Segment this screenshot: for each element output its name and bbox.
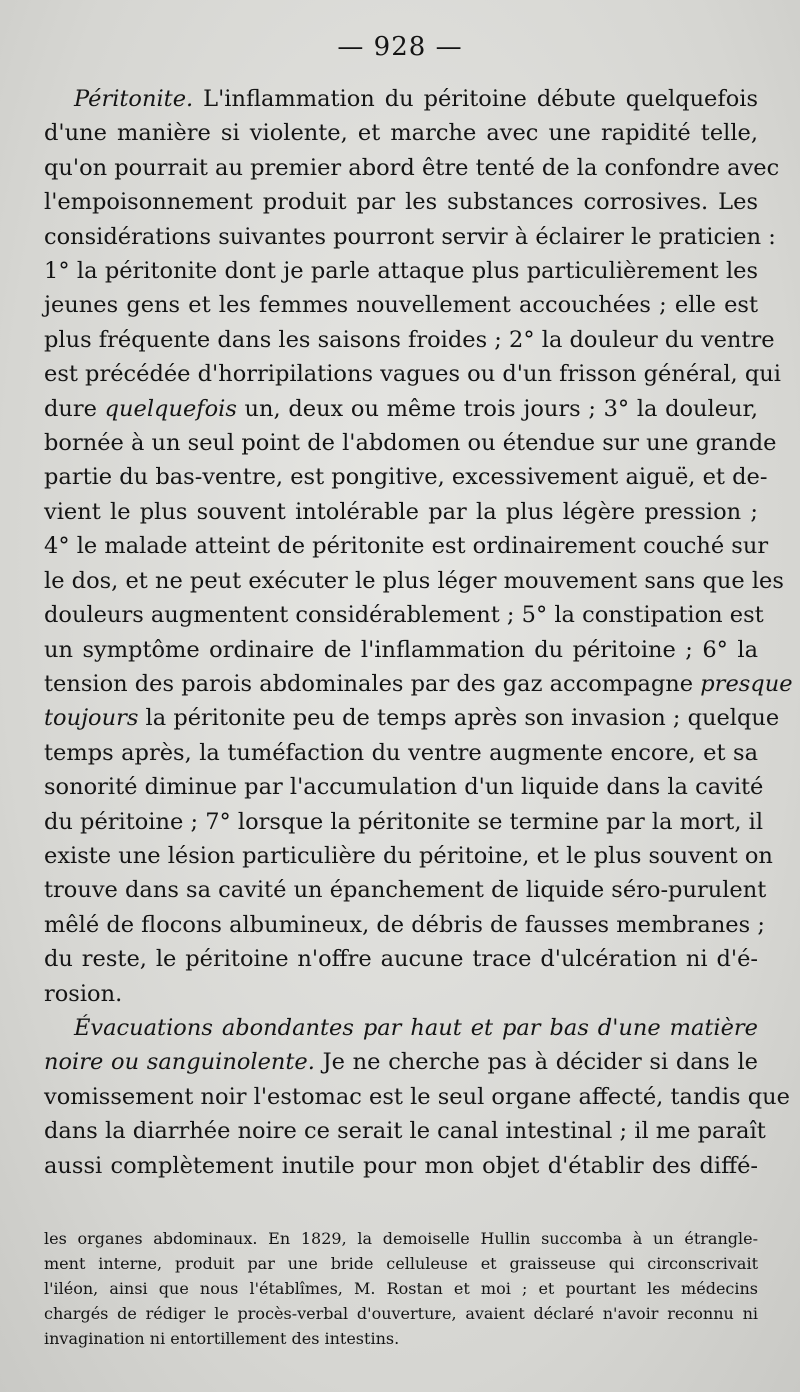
footnote-line: l'iléon, ainsi que nous l'établîmes, M. Rostan et moi ; et pourtant les médecins	[44, 1279, 758, 1298]
text-line: 1° la péritonite dont je parle attaque plus particulièrement les	[44, 258, 758, 285]
text-line: Péritonite. L'inflammation du péritoine débute quelquefois	[74, 86, 758, 112]
text-line: vient le plus souvent intolérable par la plus légère pression ;	[44, 498, 758, 525]
text-line: considérations suivantes pourront servir à éclairer le praticien :	[44, 223, 776, 250]
text-line: 4° le malade atteint de péritonite est ordinairement couché sur	[44, 533, 769, 560]
footnote-line: invagination ni entortillement des intestins.	[44, 1329, 400, 1348]
text-line: le dos, et ne peut exécuter le plus léger mouvement sans que les	[44, 567, 784, 594]
section-heading-evacuations: Évacuations abondantes par haut et par bas d'une matière	[74, 1014, 758, 1041]
text-line: trouve dans sa cavité un épanchement de liquide séro-purulent	[44, 877, 767, 904]
text-line: mêlé de flocons albumineux, de débris de fausses membranes ;	[44, 911, 765, 938]
text-line: existe une lésion particulière du péritoine, et le plus souvent on	[44, 842, 773, 869]
text-line: jeunes gens et les femmes nouvellement accouchées ; elle est	[44, 292, 758, 319]
text-line: est précédée d'horripilations vagues ou d'un frisson général, qui	[44, 361, 781, 388]
page-number-header: — 928 —	[337, 32, 463, 62]
text-line: dans la diarrhée noire ce serait le canal intestinal ; il me paraît	[44, 1118, 766, 1145]
text-line: vomissement noir l'estomac est le seul organe affecté, tandis que	[44, 1083, 790, 1110]
text-line: douleurs augmentent considérablement ; 5° la constipation est	[44, 602, 764, 629]
text-line: un symptôme ordinaire de l'inflammation du péritoine ; 6° la	[44, 636, 758, 663]
text-line: sonorité diminue par l'accumulation d'un liquide dans la cavité	[44, 774, 764, 801]
emphasis-word: quelquefois	[104, 395, 237, 422]
text-line: d'une manière si violente, et marche avec une rapidité telle,	[44, 120, 758, 147]
body-text	[44, 82, 793, 1183]
text-line: tension des parois abdominales par des gaz accompagne presque	[44, 670, 793, 697]
footnote-line: ment interne, produit par une bride celluleuse et graisseuse qui circonscrivait	[44, 1254, 758, 1273]
text-line: temps après, la tuméfaction du ventre augmente encore, et sa	[44, 739, 758, 766]
emphasis-word: toujours	[44, 705, 139, 732]
text-line: dure quelquefois un, deux ou même trois jours ; 3° la douleur,	[44, 395, 758, 422]
text-line: toujours la péritonite peu de temps après son invasion ; quelque	[44, 705, 780, 732]
footnote-line: les organes abdominaux. En 1829, la demoiselle Hullin succomba à un étrangle-	[44, 1229, 758, 1248]
text-line: bornée à un seul point de l'abdomen ou étendue sur une grande	[44, 430, 777, 457]
text-line: aussi complètement inutile pour mon objet d'établir des diffé-	[44, 1152, 758, 1179]
text-line: du péritoine ; 7° lorsque la péritonite se termine par la mort, il	[44, 808, 764, 835]
text-line: partie du bas-ventre, est pongitive, excessivement aiguë, et de-	[44, 464, 768, 491]
section-heading-evacuations-cont: noire ou sanguinolente.	[44, 1049, 315, 1076]
text-line: plus fréquente dans les saisons froides ; 2° la douleur du ventre	[44, 326, 775, 353]
section-heading-peritonite: Péritonite.	[74, 86, 194, 112]
text-line: qu'on pourrait au premier abord être tenté de la confondre avec	[44, 154, 780, 181]
text-line: l'empoisonnement produit par les substances corrosives. Les	[44, 189, 758, 216]
text-line: noire ou sanguinolente. Je ne cherche pas à décider si dans le	[44, 1049, 758, 1076]
footnote	[44, 1226, 758, 1351]
emphasis-word: presque	[700, 670, 793, 697]
text-line: du reste, le péritoine n'offre aucune trace d'ulcération ni d'é-	[44, 946, 758, 973]
footnote-line: chargés de rédiger le procès-verbal d'ouverture, avaient déclaré n'avoir reconnu ni	[44, 1304, 758, 1323]
text-line: rosion.	[44, 980, 123, 1007]
